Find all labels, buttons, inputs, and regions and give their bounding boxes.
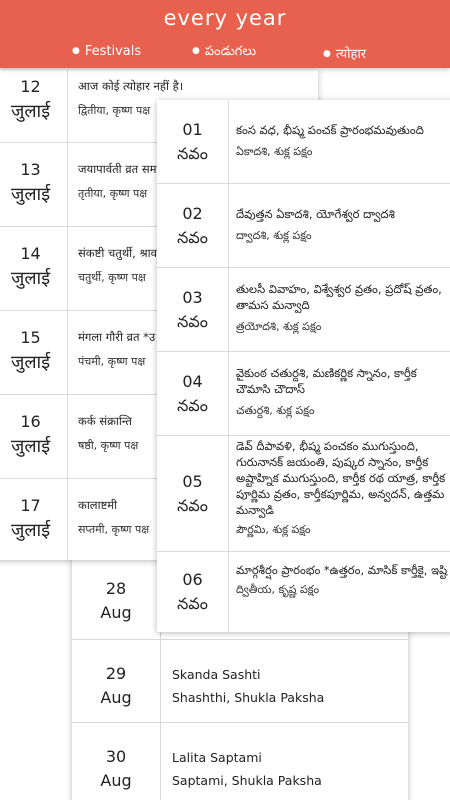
tithi-label: द्वितीया, कृष्ण पक्ष [78, 104, 151, 117]
month-label: जुलाई [10, 436, 51, 457]
festival-name: संकष्टी चतुर्थी, श्राव [78, 246, 157, 260]
date-cell [157, 552, 229, 632]
festival-info [172, 640, 402, 707]
list-item[interactable] [72, 640, 408, 723]
date-cell [72, 723, 161, 800]
month-label: जुलाई [10, 268, 51, 289]
festival-name: कालाष्टमी [78, 498, 118, 512]
app-header [0, 0, 450, 68]
festival-info [236, 184, 450, 244]
day-number: 04 [182, 372, 203, 391]
tab-hindi[interactable] [323, 44, 366, 62]
date-cell [0, 227, 68, 310]
month-label: जुलाई [10, 352, 51, 373]
list-item[interactable] [157, 100, 450, 184]
month-label: నవం [177, 228, 208, 247]
day-number: 05 [182, 472, 203, 491]
day-number: 16 [20, 412, 41, 431]
tithi-label: పౌర్ణమి, శుక్ల పక్షం [236, 523, 311, 536]
festival-name: जयापार्वती व्रत सम [78, 162, 157, 176]
tab-bullet-icon: ● [72, 46, 80, 56]
festival-name: आज कोई त्योहार नहीं है। [78, 79, 184, 93]
tithi-label: तृतीया, कृष्ण पक्ष [78, 187, 148, 200]
date-cell [72, 640, 161, 722]
telugu-festival-card [157, 100, 450, 632]
festival-info [236, 100, 450, 160]
tab-festivals[interactable] [72, 44, 141, 59]
month-label: जुलाई [10, 184, 51, 205]
list-item[interactable] [157, 184, 450, 268]
day-number: 13 [20, 160, 41, 179]
month-label: जुलाई [10, 101, 51, 122]
date-cell [0, 311, 68, 394]
tab-label: Festivals [84, 44, 142, 59]
tab-telugu[interactable] [192, 44, 256, 62]
tab-label: त्योहार [335, 47, 367, 62]
list-item[interactable] [157, 352, 450, 436]
date-cell [0, 395, 68, 478]
day-number: 02 [182, 204, 203, 223]
festival-name: వైకుంఠ చతుర్దశి, మణికర్ణిక స్నానం, కార్తీక చౌమాసి చౌదాస్ [236, 366, 417, 396]
tithi-label: Shashthi, Shukla Paksha [172, 690, 325, 705]
day-number: 06 [182, 570, 203, 589]
month-label: నవం [177, 144, 208, 163]
tithi-label: ద్వితీయ, కృష్ణ పక్షం [236, 583, 320, 596]
festival-name: కంస వధ, భీష్మ పంచక్ ప్రారంభమవుతుంది [236, 123, 424, 137]
month-label: నవం [177, 496, 208, 515]
date-cell [157, 268, 229, 351]
tab-label: పండుగలు [204, 44, 257, 59]
month-label: Aug [100, 688, 132, 707]
festival-name: దేవుత్తన ఏకాదశి, యోగేశ్వర ద్వాదశి [236, 207, 395, 221]
festival-name: డెవ్ దీపావళి, భీష్మ పంచకం ముగుస్తుంది, గురునానక్ జయంతి, పుష్కర స్నానం, కార్తీక అష్టాహ్నిక ముగుస్తుంది, కార్తీక రథ యాత్ర, కార్తీక పూర్ణిమ వ్రతం, కార్తీకపూర్ణిమ, అన్వదన్, ఉత్తమ మన్వాడి [236, 439, 446, 517]
tithi-label: षष्ठी, कृष्ण पक्ष [78, 439, 139, 452]
tithi-label: चतुर्थी, कृष्ण पक्ष [78, 271, 146, 284]
day-number: 30 [105, 747, 127, 766]
tithi-label: చతుర్దశి, శుక్ల పక్షం [236, 404, 315, 417]
day-number: 28 [105, 579, 127, 598]
tithi-label: सप्तमी, कृष्ण पक्ष [78, 523, 150, 536]
list-item[interactable] [157, 268, 450, 352]
month-label: Aug [100, 771, 132, 790]
date-cell [0, 479, 68, 560]
festival-name: कर्क संक्रान्ति [78, 414, 132, 428]
month-label: Aug [100, 603, 132, 622]
month-label: నవం [177, 312, 208, 331]
date-cell [157, 184, 229, 267]
day-number: 14 [20, 244, 41, 263]
festival-name: Lalita Saptami [172, 750, 262, 765]
day-number: 12 [20, 77, 41, 96]
festival-info [236, 268, 450, 335]
app-title: every year [163, 6, 287, 30]
day-number: 15 [20, 328, 41, 347]
day-number: 03 [182, 288, 203, 307]
tithi-label: ద్వాదశి, శుక్ల పక్షం [236, 229, 312, 242]
festival-name: మార్గశీర్షం ప్రారంభం *ఉత్తరం, మాసిక్ కార్తీకై, ఇష్టి [236, 563, 448, 577]
month-label: जुलाई [10, 520, 51, 541]
festival-info [236, 552, 450, 598]
day-number: 17 [20, 496, 41, 515]
festival-name: తులసీ వివాహం, విశ్వేశ్వర వ్రతం, ప్రదోష్ వ్రతం, తామస మన్వాది [236, 282, 442, 312]
list-item[interactable] [157, 436, 450, 552]
festival-name: मंगला गौरी व्रत *उ [78, 330, 156, 344]
date-cell [0, 70, 68, 142]
month-label: నవం [177, 396, 208, 415]
list-item[interactable] [157, 552, 450, 632]
date-cell [0, 143, 68, 226]
tab-bullet-icon: ● [323, 49, 331, 59]
date-cell [157, 100, 229, 183]
date-cell [72, 555, 161, 639]
tithi-label: త్రయోదశి, శుక్ల పక్షం [236, 320, 322, 333]
tab-bullet-icon: ● [192, 46, 200, 56]
date-cell [157, 436, 229, 551]
day-number: 29 [105, 664, 127, 683]
list-item[interactable] [72, 723, 408, 800]
tithi-label: पंचमी, कृष्ण पक्ष [78, 355, 146, 368]
tithi-label: ఏకాదశి, శుక్ల పక్షం [236, 145, 313, 158]
festival-info [236, 436, 450, 538]
month-label: నవం [177, 594, 208, 613]
tithi-label: Saptami, Shukla Paksha [172, 773, 322, 788]
day-number: 01 [182, 120, 203, 139]
festival-name: Skanda Sashti [172, 667, 261, 682]
festival-info [236, 352, 450, 419]
date-cell [157, 352, 229, 435]
festival-info [172, 723, 402, 790]
